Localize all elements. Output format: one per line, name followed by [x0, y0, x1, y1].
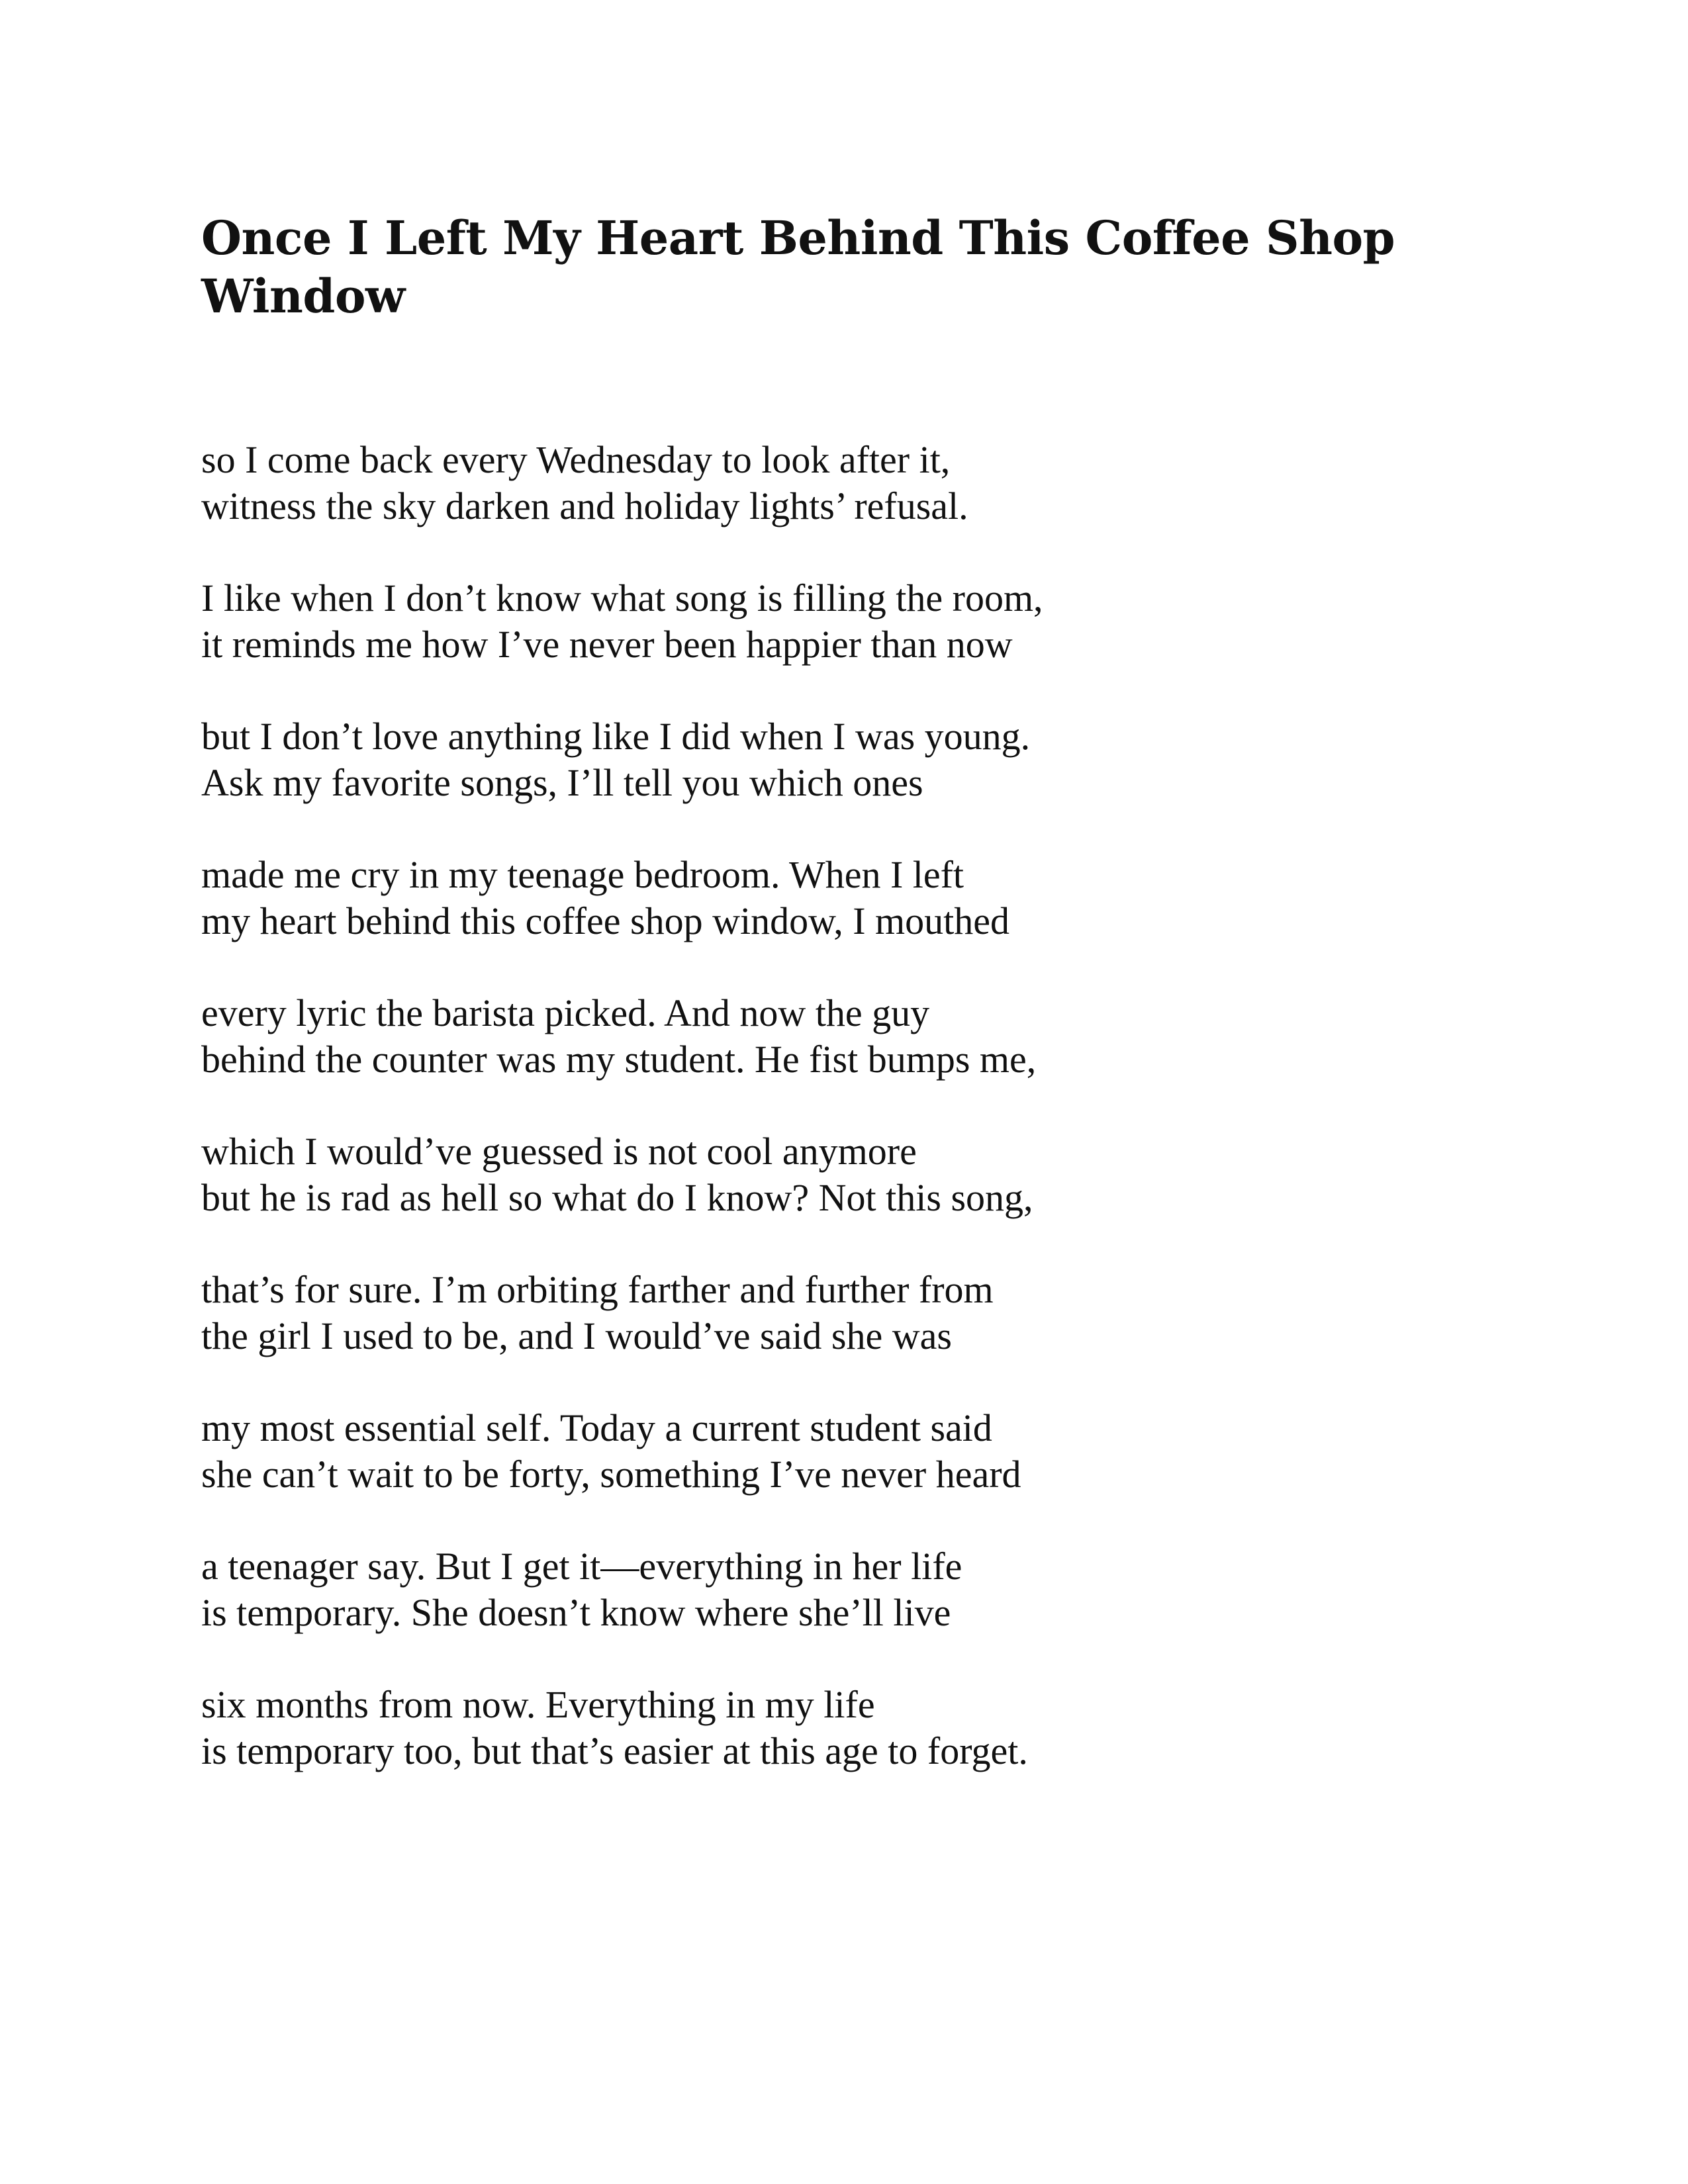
poem-line: so I come back every Wednesday to look after it,	[201, 438, 951, 481]
poem-line: witness the sky darken and holiday lights’ refusal.	[201, 484, 968, 527]
poem-line: it reminds me how I’ve never been happier than now	[201, 623, 1013, 666]
poem-line: behind the counter was my student. He fist bumps me,	[201, 1038, 1037, 1081]
poem-line: which I would’ve guessed is not cool anymore	[201, 1130, 917, 1173]
poem-line: my most essential self. Today a current student said	[201, 1406, 992, 1449]
poem-line: Ask my favorite songs, I’ll tell you which ones	[201, 761, 923, 804]
stanza-1	[201, 437, 1459, 529]
poem-line: the girl I used to be, and I would’ve said she was	[201, 1314, 952, 1357]
stanza-6	[201, 1128, 1459, 1221]
poem-line: she can’t wait to be forty, something I’ve never heard	[201, 1453, 1021, 1496]
stanza-5	[201, 990, 1459, 1083]
stanza-7	[201, 1267, 1459, 1359]
poem-line: but I don’t love anything like I did when I was young.	[201, 715, 1031, 758]
poem-line: a teenager say. But I get it—everything in her life	[201, 1545, 962, 1588]
poem-line: but he is rad as hell so what do I know? Not this song,	[201, 1176, 1033, 1219]
stanza-2	[201, 575, 1459, 668]
poem-line: is temporary too, but that’s easier at this age to forget.	[201, 1729, 1028, 1772]
poem-title: Once I Left My Heart Behind This Coffee Shop Window	[201, 210, 1395, 324]
poem-body	[201, 437, 1459, 1820]
stanza-8	[201, 1405, 1459, 1498]
poem-line: I like when I don’t know what song is filling the room,	[201, 576, 1043, 619]
poem-line: six months from now. Everything in my life	[201, 1683, 875, 1726]
poem-line: my heart behind this coffee shop window, I mouthed	[201, 899, 1009, 942]
stanza-3	[201, 713, 1459, 806]
poem-line: every lyric the barista picked. And now the guy	[201, 991, 930, 1034]
poem-line: that’s for sure. I’m orbiting farther and further from	[201, 1268, 994, 1311]
stanza-4	[201, 852, 1459, 944]
poem-line: is temporary. She doesn’t know where she’ll live	[201, 1591, 951, 1634]
poem-line: made me cry in my teenage bedroom. When I left	[201, 853, 964, 896]
stanza-9	[201, 1543, 1459, 1636]
stanza-10	[201, 1682, 1459, 1774]
